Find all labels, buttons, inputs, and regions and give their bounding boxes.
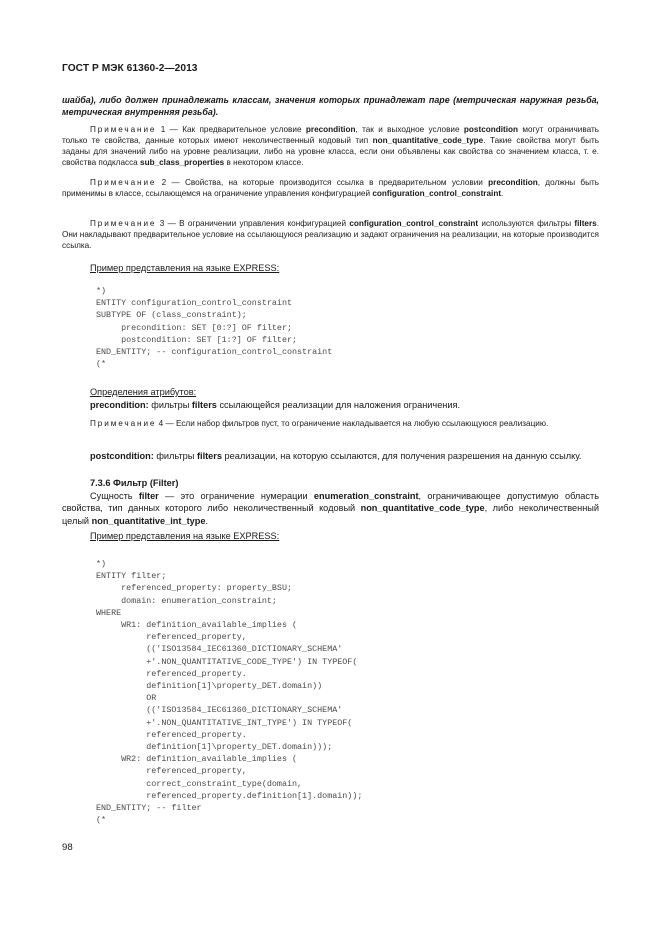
express-code-block-1: *) ENTITY configuration_control_constraint SUBTYPE OF (class_constraint); precondition: SET [0:?] OF filter; postcondition: SET [1:?] OF filter; END_ENTITY; -- configuration_control_constraint (* (96, 286, 333, 370)
example-2-title: Пример представления на языке EXPRESS: (90, 531, 280, 541)
note-1-label: Примечание (90, 125, 157, 134)
filter-description: Сущность filter — это ограничение нумерации enumeration_constraint, ограничивающее допустимую область свойства, тип данных которого либо неколичественный кодовый non_quantitative_code_type, либо неколичественный целый non_quantitative_int_type. (62, 491, 600, 526)
note-3-label: Примечание (90, 219, 157, 228)
document-header: ГОСТ Р МЭК 61360-2—2013 (62, 63, 198, 74)
note-2: Примечание 2 — Свойства, на которые производится ссылка в предварительном условии precondition, должны быть применимы в классе, ссылающемся на ограничение управления конфигурацией configuration_control_constraint. (62, 178, 599, 198)
precondition-definition: precondition: фильтры filters ссылающейся реализации для наложения ограничения. (90, 400, 461, 410)
page-number: 98 (62, 842, 73, 853)
express-code-block-2: *) ENTITY filter; referenced_property: property_BSU; domain: enumeration_constraint; WHERE WR1: definition_available_implies ( referenced_property, (('ISO13584_IEC61360_DICTIONARY_SCHEMA' +'.NON_QUANTITATIVE_CODE_TYPE') IN TYPEOF( referenced_property. definition[1]\property_DET.domain)) OR (('ISO13584_IEC61360_DICTIONARY_SCHEMA' +'.NON_QUANTITATIVE_INT_TYPE') IN TYPEOF( referenced_property. definition[1]\property_DET.domain))); WR2: definition_available_implies ( referenced_property, correct_constraint_type(domain, referenced_property.definition[1].domain)); END_ENTITY; -- filter (* (96, 559, 363, 826)
example-1-title: Пример представления на языке EXPRESS: (90, 263, 280, 273)
note-4: Примечание 4 — Если набор фильтров пуст, то ограничение накладывается на любую ссылающуюся реализацию. (90, 419, 549, 428)
postcondition-definition: postcondition: фильтры filters реализации, на которую ссылаются, для получения разрешения на данную ссылку. (90, 451, 582, 461)
note-4-label: Примечание (90, 419, 157, 428)
intro-paragraph: шайба), либо должен принадлежать классам, значения которых принадлежат паре (метрическая наружная резьба, метрическая внутренняя резьба). (62, 95, 599, 117)
section-heading: 7.3.6 Фильтр (Filter) (90, 478, 179, 488)
note-1: Примечание 1 — Как предварительное условие precondition, так и выходное условие postcondition могут ограничивать только те свойства, данные которых имеют неколичественный кодовый тип non_quantitative_code_type. Такие свойства могут быть заданы для значений либо на уровне реализации, либо на уровне класса, если они объявлены как свойства со значением класса, т. е. свойства подкласса sub_class_properties в некотором классе. (62, 125, 599, 167)
note-3: Примечание 3 — В ограничении управления конфигурацией configuration_control_constraint используются фильтры filters. Они накладывают предварительное условие на ссылающуюся реализацию и задают ограничения на реализации, на которые производится ссылка. (62, 219, 599, 250)
attribute-definitions-title: Определения атрибутов: (90, 387, 197, 397)
note-2-label: Примечание (90, 178, 157, 187)
